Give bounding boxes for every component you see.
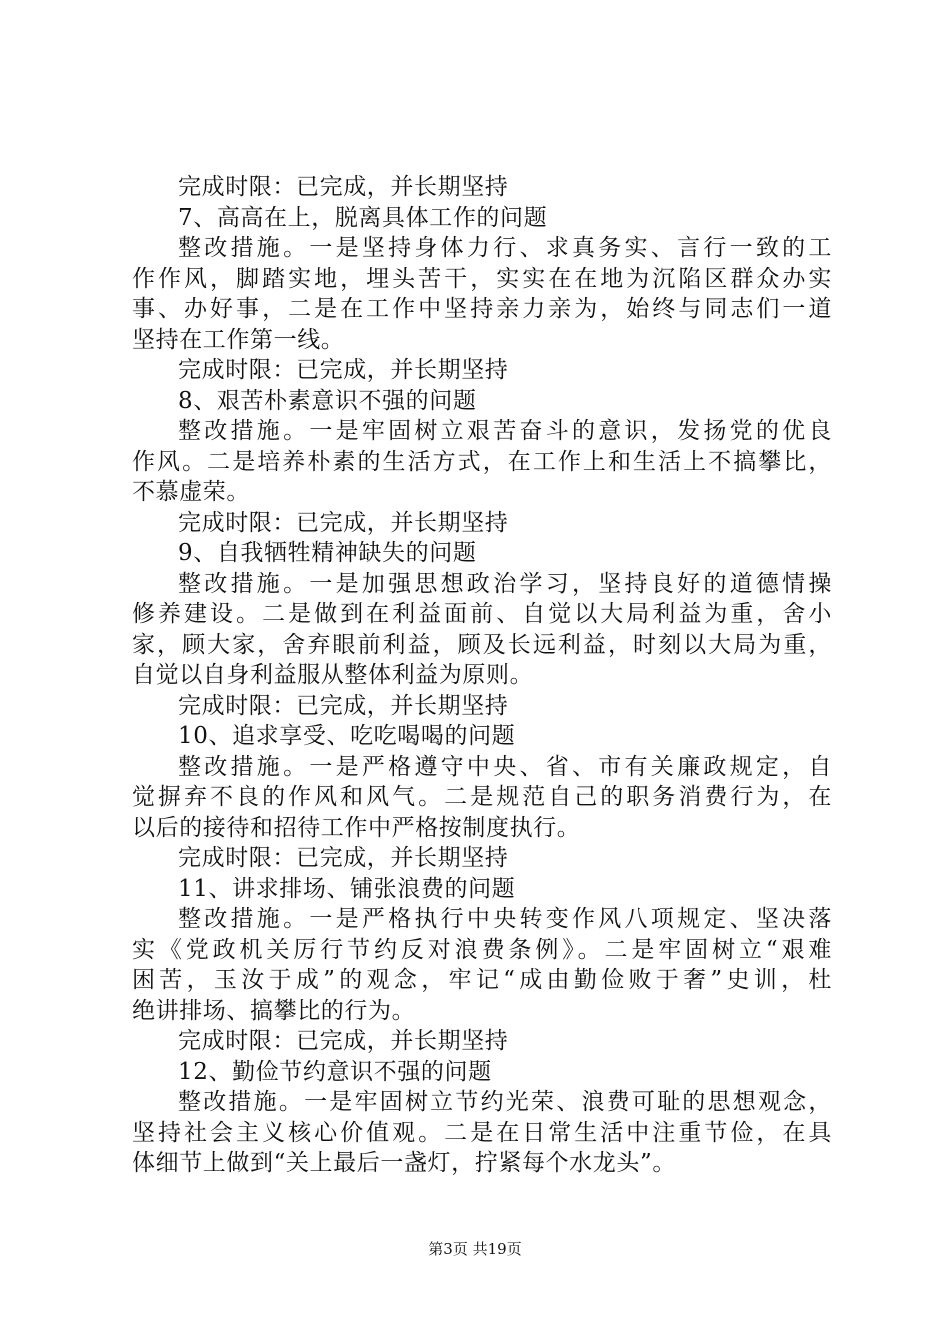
text-line: 整改措施。一是坚持身体力行、求真务实、言行一致的工 <box>178 235 832 261</box>
text-line: 8、艰苦朴素意识不强的问题 <box>178 387 477 414</box>
page-number-label: 第3页 共19页 <box>428 1240 522 1258</box>
text-line: 整改措施。一是牢固树立节约光荣、浪费可耻的思想观念， <box>178 1089 832 1115</box>
text-line: 10、追求享受、吃吃喝喝的问题 <box>178 723 516 749</box>
text-line: 困苦，玉汝于成”的观念，牢记“成由勤俭败于奢”史训，杜 <box>132 967 832 993</box>
text-line: 坚持社会主义核心价值观。二是在日常生活中注重节俭，在具 <box>132 1119 832 1146</box>
document-body <box>132 172 832 1179</box>
text-line: 实《党政机关厉行节约反对浪费条例》。二是牢固树立“艰难 <box>132 936 832 963</box>
text-line: 作风。二是培养朴素的生活方式，在工作上和生活上不搞攀比， <box>132 448 832 475</box>
text-line: 9、自我牺牲精神缺失的问题 <box>178 540 477 566</box>
text-line: 整改措施。一是加强思想政治学习，坚持良好的道德情操 <box>178 570 832 597</box>
text-line: 以后的接待和招待工作中严格按制度执行。 <box>132 814 581 841</box>
text-line: 12、勤俭节约意识不强的问题 <box>178 1058 492 1085</box>
text-line: 家，顾大家，舍弃眼前利益，顾及长远利益，时刻以大局为重， <box>132 631 832 658</box>
text-line: 完成时限：已完成，并长期坚持 <box>178 174 509 200</box>
text-line: 事、办好事，二是在工作中坚持亲力亲为，始终与同志们一道 <box>132 296 832 322</box>
text-line: 整改措施。一是严格遵守中央、省、市有关廉政规定，自 <box>178 753 832 780</box>
text-line: 完成时限：已完成，并长期坚持 <box>178 357 509 383</box>
text-line: 完成时限：已完成，并长期坚持 <box>178 692 509 719</box>
text-line: 不慕虚荣。 <box>132 479 250 505</box>
text-line: 绝讲排场、搞攀比的行为。 <box>132 997 416 1024</box>
text-line: 觉摒弃不良的作风和风气。二是规范自己的职务消费行为，在 <box>132 784 832 810</box>
text-line: 体细节上做到“关上最后一盏灯，拧紧每个水龙头”。 <box>132 1150 676 1176</box>
text-line: 完成时限：已完成，并长期坚持 <box>178 845 509 871</box>
text-line: 作作风，脚踏实地，埋头苦干，实实在在地为沉陷区群众办实 <box>132 265 832 292</box>
page-footer <box>0 1238 950 1259</box>
text-line: 坚持在工作第一线。 <box>132 326 345 353</box>
text-line: 完成时限：已完成，并长期坚持 <box>178 509 509 536</box>
text-line: 完成时限：已完成，并长期坚持 <box>178 1028 509 1054</box>
text-line: 整改措施。一是严格执行中央转变作风八项规定、坚决落 <box>178 906 832 932</box>
text-line: 整改措施。一是牢固树立艰苦奋斗的意识，发扬党的优良 <box>178 418 832 444</box>
text-line: 修养建设。二是做到在利益面前、自觉以大局利益为重，舍小 <box>132 601 832 627</box>
text-line: 自觉以自身利益服从整体利益为原则。 <box>132 662 534 688</box>
text-line: 11、讲求排场、铺张浪费的问题 <box>178 875 516 902</box>
text-line: 7、高高在上，脱离具体工作的问题 <box>178 204 548 231</box>
